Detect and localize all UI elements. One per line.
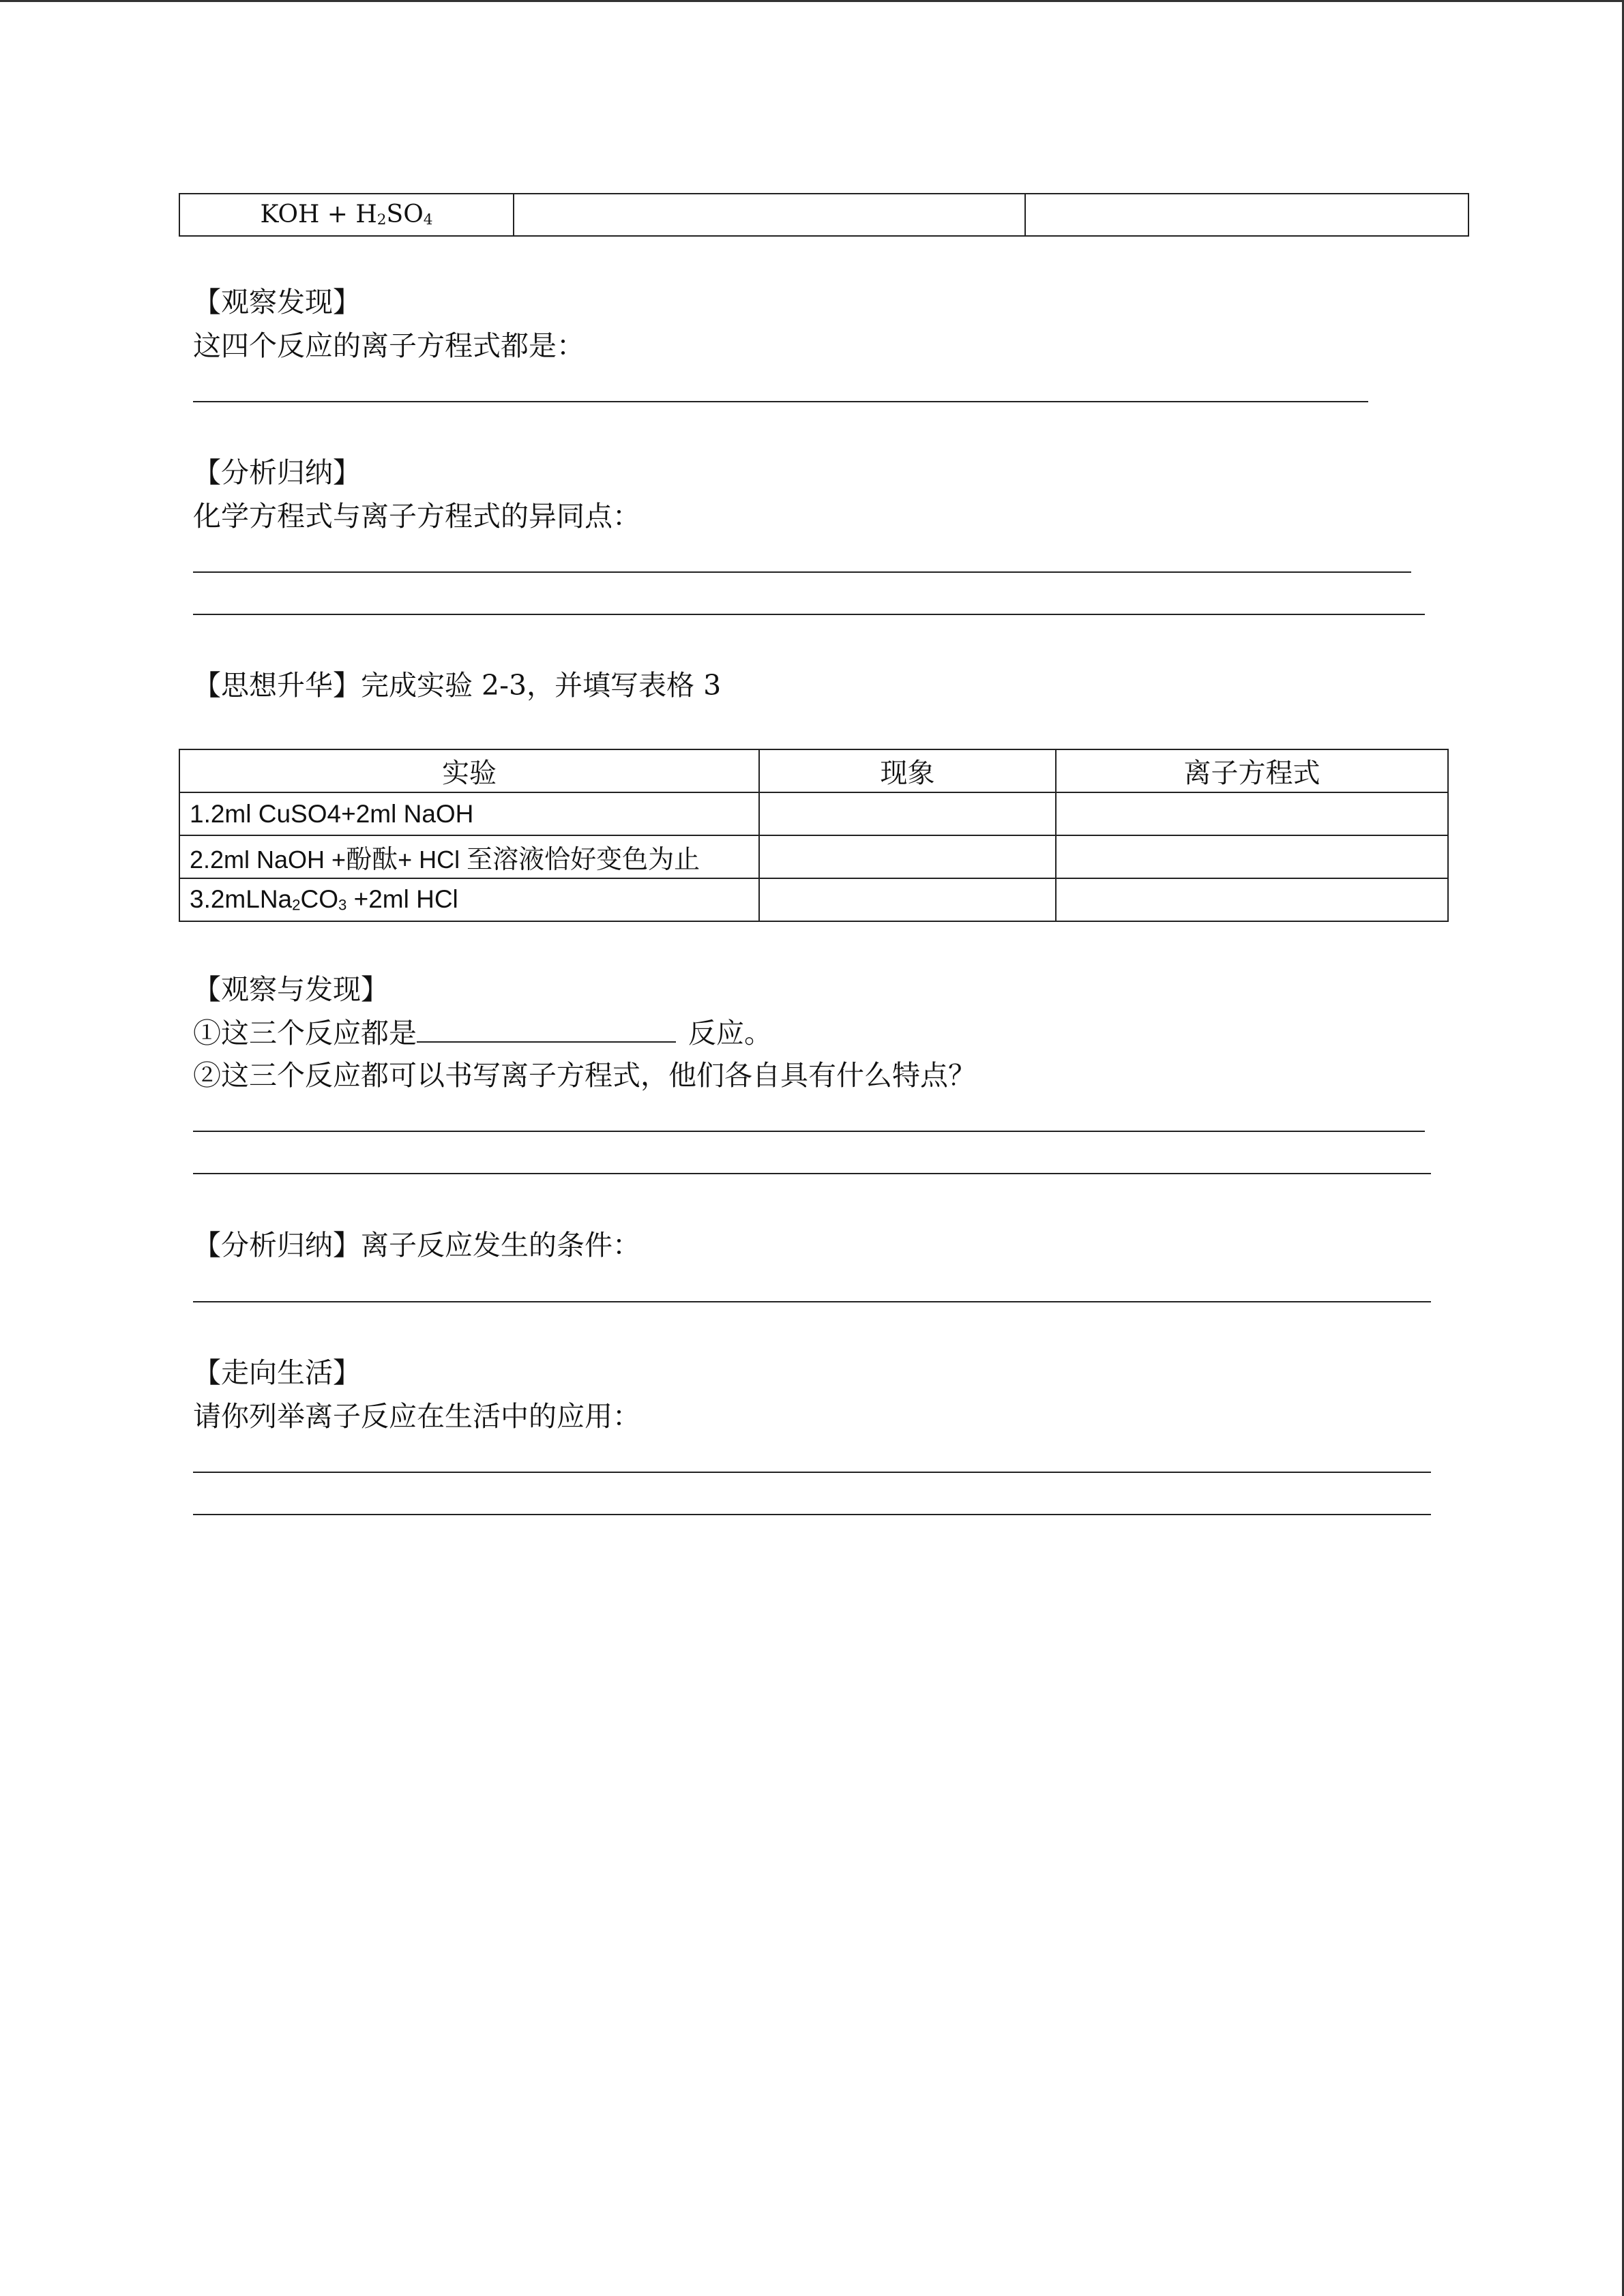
experiment-cell: 1.2ml CuSO4+2ml NaOH bbox=[179, 792, 759, 835]
equation-cell[interactable] bbox=[1056, 878, 1448, 921]
analyze2-question: 离子反应发生的条件： bbox=[361, 1229, 640, 1262]
reaction-cell: KOH + $H_2SO_4$ bbox=[179, 194, 514, 236]
answer-line[interactable] bbox=[193, 571, 1411, 573]
observe2-heading: 【观察与发现】 bbox=[193, 973, 389, 1006]
table-row bbox=[179, 878, 1448, 921]
observe2-q2: ②这三个反应都可以书写离子方程式，他们各自具有什么特点？ bbox=[193, 1059, 976, 1092]
observe2-q1: ①这三个反应都是 反应。 bbox=[193, 1017, 772, 1049]
header-phenomenon: 现象 bbox=[759, 749, 1056, 792]
elevate-heading: 【思想升华】 bbox=[193, 669, 361, 702]
answer-line[interactable] bbox=[193, 1514, 1431, 1515]
phenomenon-cell[interactable] bbox=[759, 792, 1056, 835]
elevate-instruction: 完成实验 2-3，并填写表格 3 bbox=[361, 669, 722, 702]
answer-line[interactable] bbox=[193, 401, 1368, 402]
answer-line[interactable] bbox=[193, 1472, 1431, 1473]
phenomenon-cell[interactable] bbox=[759, 835, 1056, 878]
header-experiment: 实验 bbox=[179, 749, 759, 792]
phenomenon-cell[interactable] bbox=[759, 878, 1056, 921]
observe-question: 这四个反应的离子方程式都是： bbox=[193, 329, 585, 362]
experiment-cell: $3.2mLNa_2CO_3 +2ml$ HCl bbox=[179, 878, 759, 921]
analyze-heading: 【分析归纳】 bbox=[193, 456, 361, 489]
elevate-line bbox=[193, 668, 721, 702]
table-header-row bbox=[179, 749, 1448, 792]
answer-line[interactable] bbox=[193, 614, 1425, 615]
phenomenon-cell[interactable] bbox=[514, 194, 1025, 236]
fill-blank[interactable] bbox=[417, 1015, 676, 1043]
table-row bbox=[179, 792, 1448, 835]
life-heading: 【走向生活】 bbox=[193, 1356, 361, 1389]
equation-cell[interactable] bbox=[1056, 835, 1448, 878]
analyze2-line bbox=[193, 1228, 640, 1262]
reaction-table-continued bbox=[179, 193, 1469, 237]
life-question: 请你列举离子反应在生活中的应用： bbox=[193, 1400, 640, 1433]
observe-heading: 【观察发现】 bbox=[193, 286, 361, 318]
analyze-question: 化学方程式与离子方程式的异同点： bbox=[193, 500, 640, 533]
header-equation: 离子方程式 bbox=[1056, 749, 1448, 792]
equation-cell[interactable] bbox=[1056, 792, 1448, 835]
analyze2-heading: 【分析归纳】 bbox=[193, 1229, 361, 1262]
answer-line[interactable] bbox=[193, 1301, 1431, 1302]
experiment-cell: 2.2ml NaOH +酚酞+ HCl 至溶液恰好变色为止 bbox=[179, 835, 759, 878]
answer-line[interactable] bbox=[193, 1131, 1425, 1132]
experiment-table bbox=[179, 749, 1449, 922]
equation-cell[interactable] bbox=[1025, 194, 1468, 236]
table-row bbox=[179, 835, 1448, 878]
table-row bbox=[179, 194, 1468, 236]
answer-line[interactable] bbox=[193, 1173, 1431, 1174]
page-border-top bbox=[0, 0, 1624, 2]
